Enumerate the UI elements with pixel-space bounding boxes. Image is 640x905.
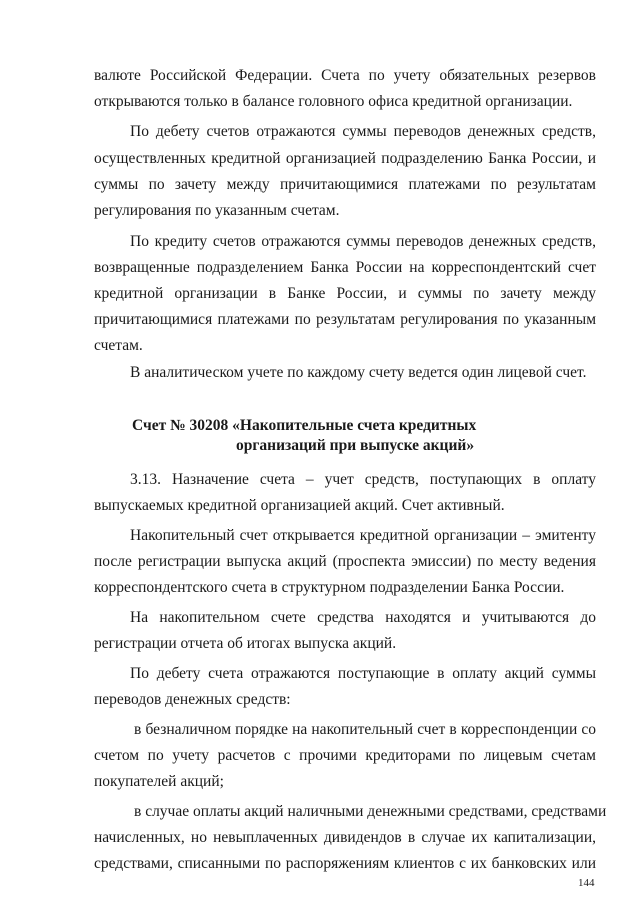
paragraph-line: регистрации отчета об итогах выпуска акций.	[94, 635, 397, 652]
paragraph-line: регулирования по указанным счетам.	[94, 202, 340, 219]
paragraph-line: средствами, списанными по распоряжениям клиентов с их банковских или	[94, 855, 596, 872]
paragraph-line: кредитной организации в Банке России, и суммы по зачету между	[94, 285, 596, 302]
paragraph-line: валюте Российской Федерации. Счета по учету обязательных резервов	[94, 67, 596, 84]
paragraph-line: По дебету счетов отражаются суммы переводов денежных средств,	[130, 123, 596, 140]
paragraph-line: осуществленных кредитной организацией подразделению Банка России, и	[94, 150, 596, 167]
paragraph-line: переводов денежных средств:	[94, 691, 291, 708]
section-heading-line-2: организаций при выпуске акций»	[236, 437, 475, 454]
paragraph-line: после регистрации выпуска акций (проспекта эмиссии) по месту ведения	[94, 553, 596, 570]
paragraph-line: суммы по зачету между причитающимися платежами по результатам	[94, 176, 596, 193]
paragraph-line: в безналичном порядке на накопительный счет в корреспонденции со	[134, 721, 596, 738]
paragraph-line: возвращенные подразделением Банка России на корреспондентский счет	[94, 259, 596, 276]
paragraph-line: покупателей акций;	[94, 773, 224, 790]
paragraph-line: На накопительном счете средства находятся и учитываются до	[130, 609, 596, 626]
paragraph-line: корреспондентского счета в структурном подразделении Банка России.	[94, 579, 565, 596]
paragraph-line: выпускаемых кредитной организацией акций. Счет активный.	[94, 497, 505, 514]
paragraph-line: По дебету счета отражаются поступающие в оплату акций суммы	[130, 665, 596, 682]
section-heading-line-1: Счет № 30208 «Накопительные счета кредитных	[132, 417, 477, 434]
paragraph-line: начисленных, но невыплаченных дивидендов в случае их капитализации,	[94, 829, 596, 846]
paragraph-line: 3.13. Назначение счета – учет средств, поступающих в оплату	[130, 471, 596, 488]
paragraph-line: открываются только в балансе головного офиса кредитной организации.	[94, 93, 573, 110]
paragraph-line: В аналитическом учете по каждому счету ведется один лицевой счет.	[130, 364, 587, 381]
page-number: 144	[578, 877, 595, 889]
paragraph-line: Накопительный счет открывается кредитной организации – эмитенту	[130, 527, 596, 544]
paragraph-line: в случае оплаты акций наличными денежными средствами, средствами	[134, 803, 607, 820]
paragraph-line: счетам.	[94, 337, 143, 354]
paragraph-line: причитающимися платежами по результатам регулирования по указанным	[94, 311, 596, 328]
paragraph-line: счетом по учету расчетов с прочими кредиторами по лицевым счетам	[94, 747, 596, 764]
paragraph-line: По кредиту счетов отражаются суммы переводов денежных средств,	[130, 233, 596, 250]
